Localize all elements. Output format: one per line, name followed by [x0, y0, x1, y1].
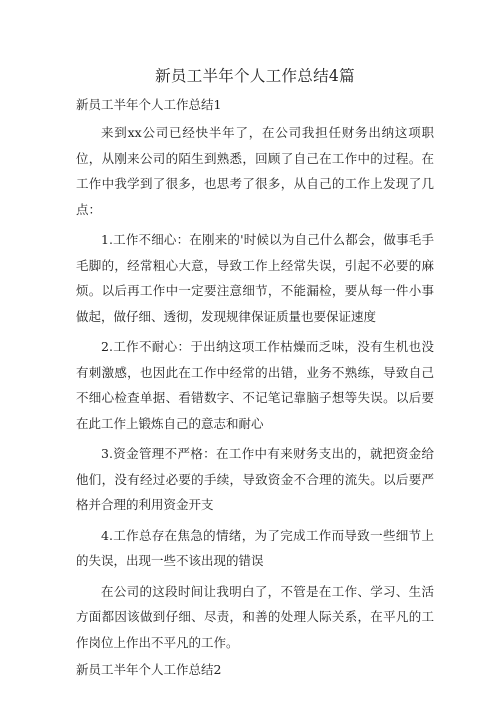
paragraph-point-4: 4.工作总存在焦急的情绪，为了完成工作而导致一些细节上的失误，出现一些不该出现的错误 — [76, 527, 434, 568]
section-heading-1: 新员工半年个人工作总结1 — [76, 97, 222, 112]
section-heading-2: 新员工半年个人工作总结2 — [76, 662, 222, 677]
paragraph-point-1: 1.工作不细心：在刚来的'时候以为自己什么都会，做事毛手毛脚的，经常粗心大意，导致工作上经常失误，引起不必要的麻烦。以后再工作中一定要注意细节，不能漏检，要从每一件小事做起，做仔细、透彻，发现规律保证质量也要保证速度 — [76, 232, 434, 324]
paragraph-point-3: 3.资金管理不严格：在工作中有来财务支出的，就把资金给他们，没有经过必要的手续，导致资金不合理的流失。以后要严格并合理的利用资金开支 — [76, 446, 434, 512]
paragraph-point-2: 2.工作不耐心：于出纳这项工作枯燥而乏味，没有生机也没有刺激感，也因此在工作中经常的出错，业务不熟练，导致自己不细心检查单据、看错数字、不记笔记靠脑子想等失误。以后要在此工作上锻炼自己的意志和耐心 — [76, 339, 434, 431]
paragraph-intro: 来到xx公司已经快半年了，在公司我担任财务出纳这项职位，从刚来公司的陌生到熟悉，回顾了自己在工作中的过程。在工作中我学到了很多，也思考了很多，从自己的工作上发现了几点： — [76, 125, 434, 217]
document-title: 新员工半年个人工作总结4篇 — [155, 67, 355, 85]
paragraph-conclusion: 在公司的这段时间让我明白了，不管是在工作、学习、生活方面都因该做到仔细、尽责，和善的处理人际关系，在平凡的工作岗位上作出不平凡的工作。 — [76, 583, 434, 650]
